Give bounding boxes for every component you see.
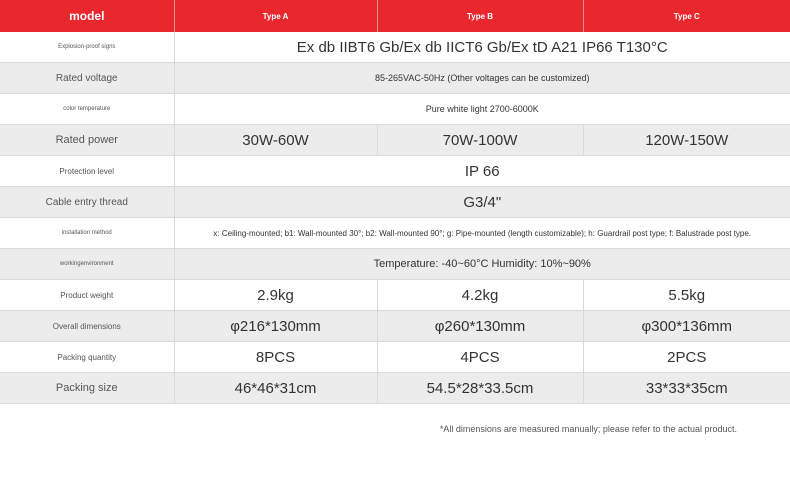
- row-dimensions: [0, 311, 790, 342]
- row-label: Protection level: [0, 156, 174, 187]
- rated-power-type-c: 120W-150W: [583, 125, 790, 156]
- packing-size-type-b: 54.5*28*33.5cm: [377, 373, 583, 404]
- row-label: Explosion-proof signs: [0, 32, 174, 63]
- footnote: *All dimensions are measured manually; please refer to the actual product.: [439, 424, 737, 434]
- working-environment-value: Temperature: -40~60°C Humidity: 10%~90%: [174, 249, 790, 280]
- color-temperature-value: Pure white light 2700-6000K: [174, 94, 790, 125]
- row-color-temperature: [0, 94, 790, 125]
- packing-quantity-type-b: 4PCS: [377, 342, 583, 373]
- row-working-environment: [0, 249, 790, 280]
- row-label: Rated power: [0, 125, 174, 156]
- installation-value: x: Ceiling-mounted; b1: Wall-mounted 30°; b2: Wall-mounted 90°; g: Pipe-mounted (length customizable); h: Guardrail post type; f: Balustrade post type.: [174, 218, 790, 249]
- row-label: installation method: [0, 218, 174, 249]
- row-label: Rated voltage: [0, 63, 174, 94]
- protection-level-value: IP 66: [174, 156, 790, 187]
- row-label: Packing quantity: [0, 342, 174, 373]
- row-label: color temperature: [0, 94, 174, 125]
- explosion-proof-value: Ex db IIBT6 Gb/Ex db IICT6 Gb/Ex tD A21 IP66 T130°C: [174, 32, 790, 63]
- row-packing-size: [0, 373, 790, 404]
- weight-type-b: 4.2kg: [377, 280, 583, 311]
- row-label: Product weight: [0, 280, 174, 311]
- header-type-c: Type C: [583, 0, 790, 32]
- table-header-row: [0, 0, 790, 32]
- row-cable-entry: [0, 187, 790, 218]
- dimensions-type-a: φ216*130mm: [174, 311, 377, 342]
- header-type-a: Type A: [174, 0, 377, 32]
- row-protection-level: [0, 156, 790, 187]
- header-model: model: [0, 0, 174, 32]
- row-rated-voltage: [0, 63, 790, 94]
- row-packing-quantity: [0, 342, 790, 373]
- row-weight: [0, 280, 790, 311]
- weight-type-c: 5.5kg: [583, 280, 790, 311]
- packing-size-type-c: 33*33*35cm: [583, 373, 790, 404]
- packing-quantity-type-c: 2PCS: [583, 342, 790, 373]
- dimensions-type-b: φ260*130mm: [377, 311, 583, 342]
- row-explosion-proof: [0, 32, 790, 63]
- weight-type-a: 2.9kg: [174, 280, 377, 311]
- header-type-b: Type B: [377, 0, 583, 32]
- rated-power-type-a: 30W-60W: [174, 125, 377, 156]
- dimensions-type-c: φ300*136mm: [583, 311, 790, 342]
- rated-power-type-b: 70W-100W: [377, 125, 583, 156]
- row-rated-power: [0, 125, 790, 156]
- row-label: workingenvironment: [0, 249, 174, 280]
- row-label: Packing size: [0, 373, 174, 404]
- cable-entry-value: G3/4": [174, 187, 790, 218]
- packing-quantity-type-a: 8PCS: [174, 342, 377, 373]
- rated-voltage-value: 85-265VAC-50Hz (Other voltages can be customized): [174, 63, 790, 94]
- row-label: Cable entry thread: [0, 187, 174, 218]
- row-installation: [0, 218, 790, 249]
- packing-size-type-a: 46*46*31cm: [174, 373, 377, 404]
- row-label: Overall dimensions: [0, 311, 174, 342]
